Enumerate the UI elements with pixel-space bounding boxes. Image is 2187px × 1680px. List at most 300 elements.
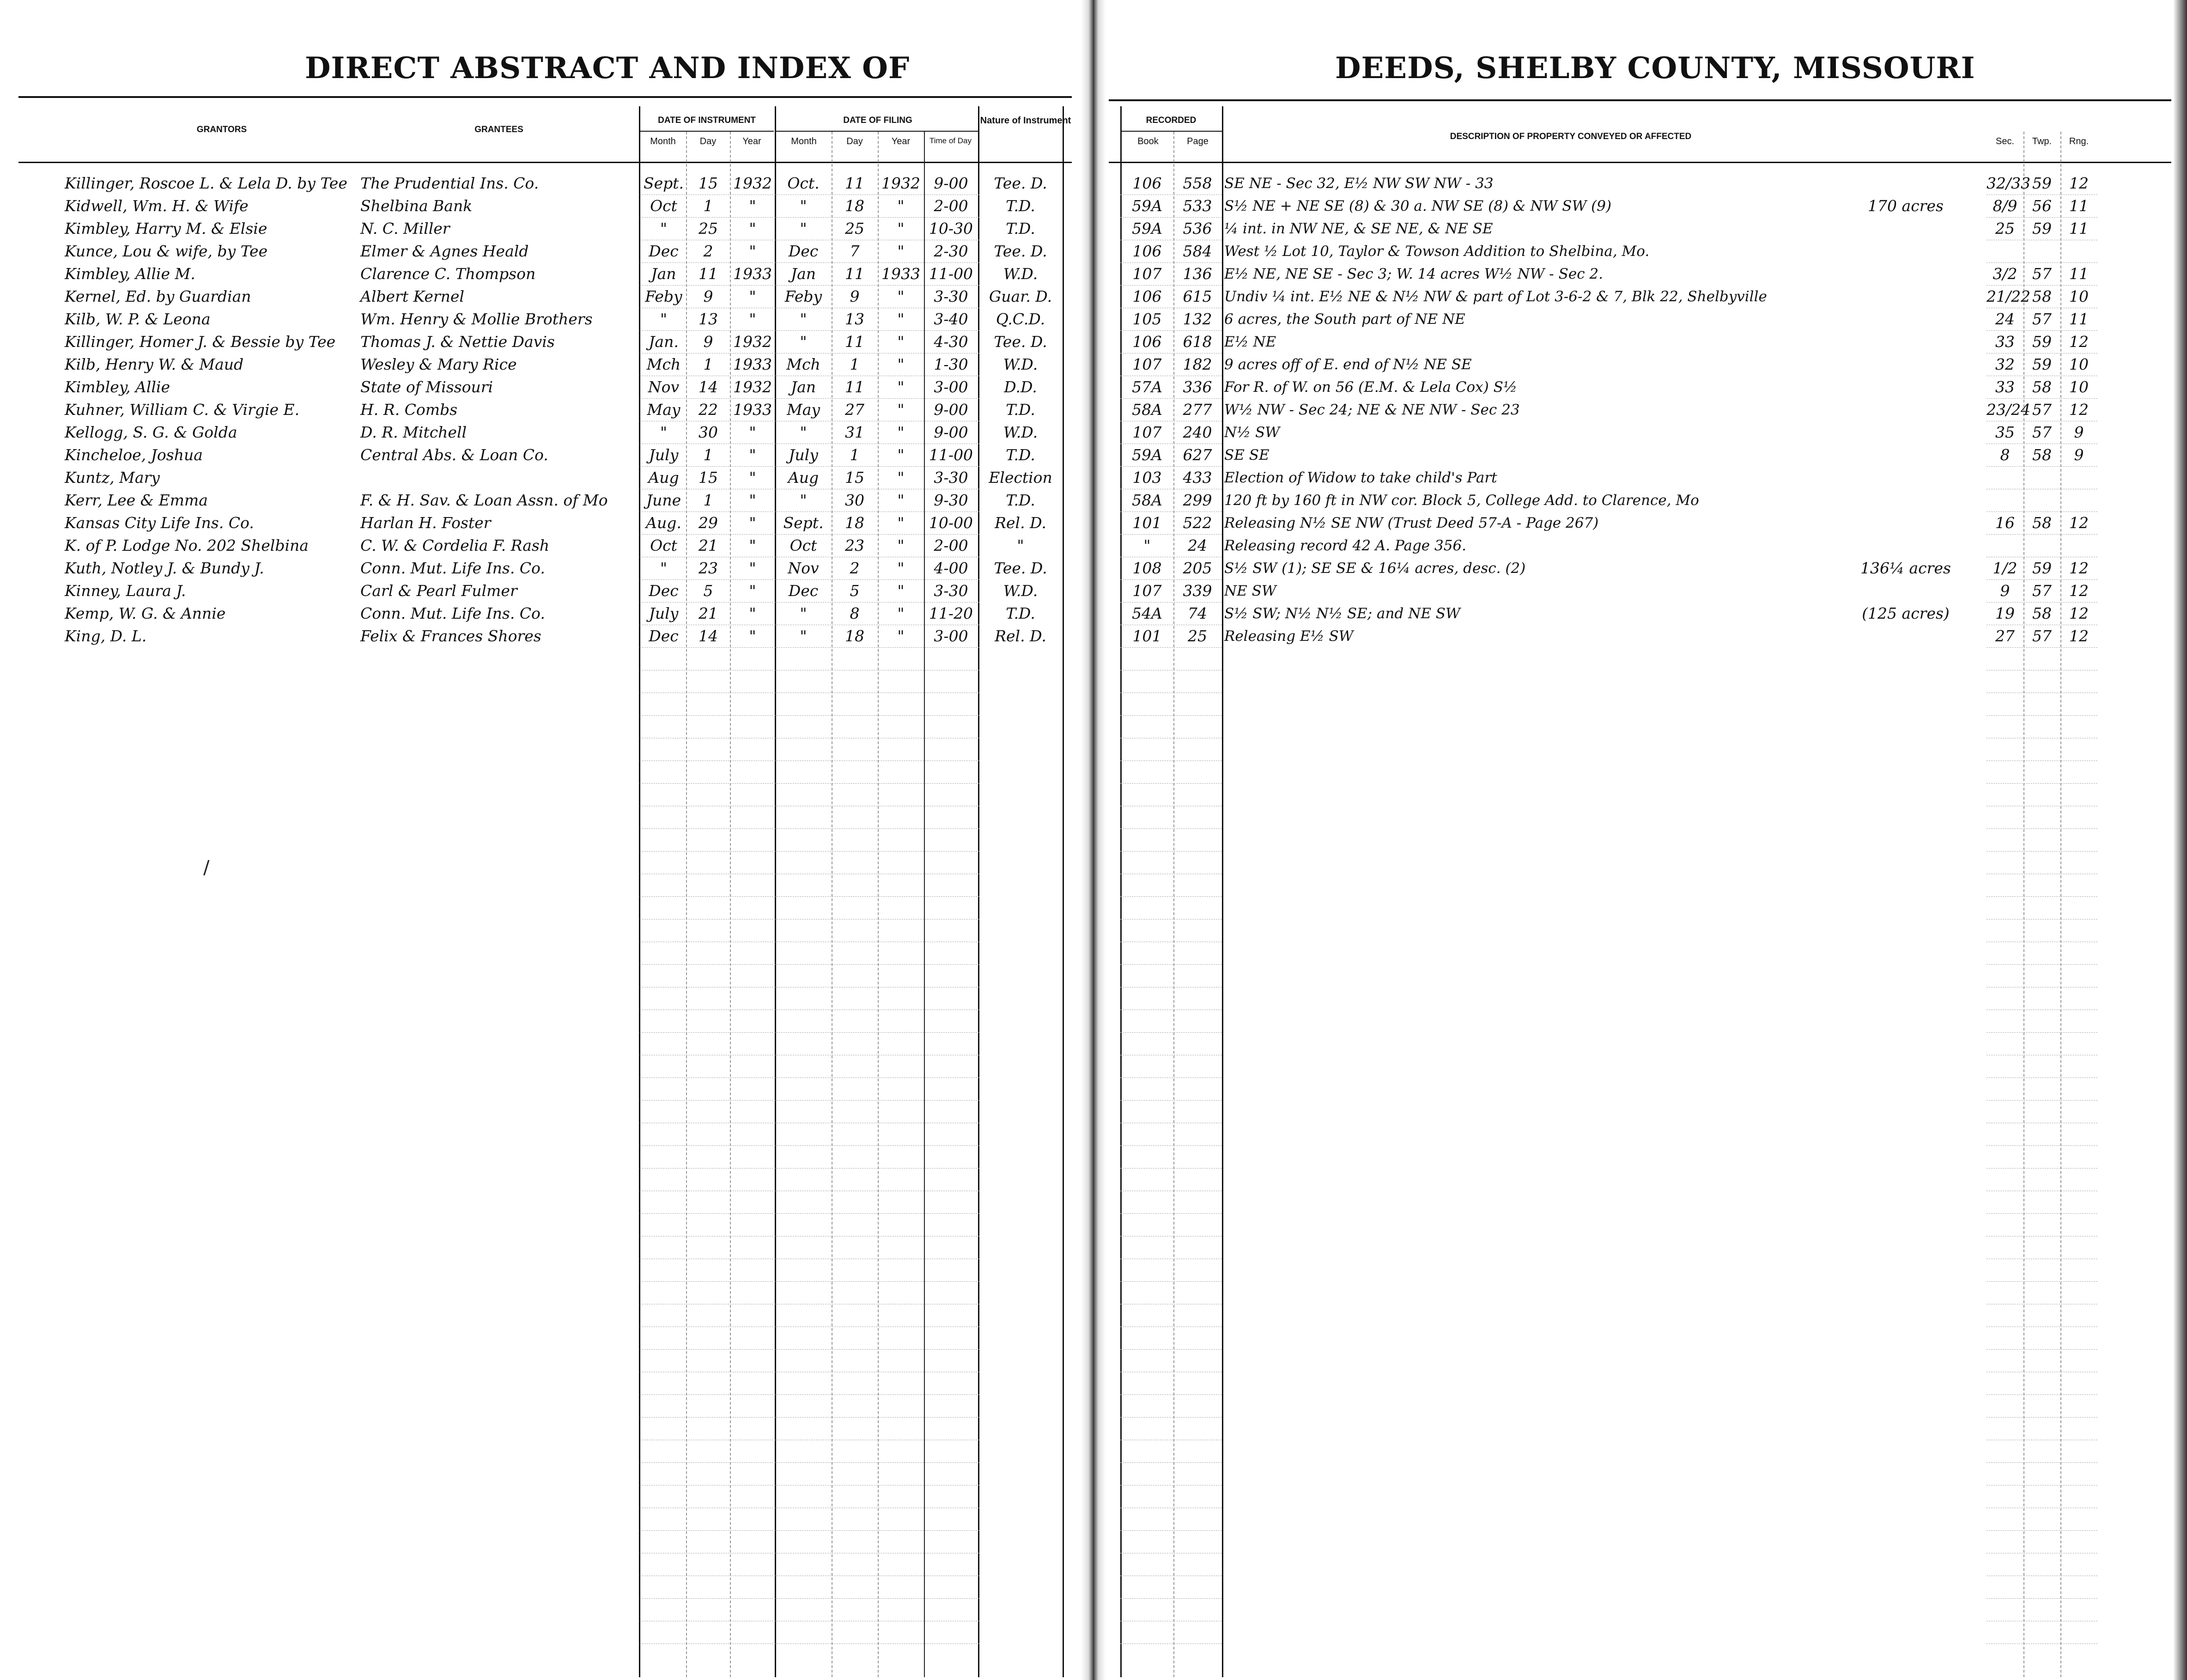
grantor-cell: Kemp, W. G. & Annie xyxy=(65,604,226,622)
instrument-day-cell: 23 xyxy=(699,559,718,577)
sec-cell xyxy=(1987,490,2023,511)
grantor-cell: Kernel, Ed. by Guardian xyxy=(65,287,251,305)
instrument-month-cell: June xyxy=(646,491,681,509)
description-cell: 120 ft by 160 ft in NW cor. Block 5, College Add. to Clarence, Mo xyxy=(1224,492,1699,509)
instrument-day-cell: 21 xyxy=(699,604,718,622)
ruled-guide-line xyxy=(1120,783,1222,784)
grantee-cell xyxy=(360,467,638,488)
ruled-guide-line xyxy=(1987,262,2097,263)
ledger-row xyxy=(0,444,2187,466)
description-cell: S½ SW; N½ N½ SE; and NE SW xyxy=(1224,605,1460,622)
sec-cell: 25 xyxy=(1995,219,2015,237)
ruled-guide-line xyxy=(1120,217,1222,218)
sec-cell xyxy=(1987,241,2023,262)
grantee-cell: Conn. Mut. Life Ins. Co. xyxy=(360,604,545,622)
description-cell: Undiv ¼ int. E½ NE & N½ NW & part of Lot 3-6-2 & 7, Blk 22, Shelbyville xyxy=(1224,288,1767,305)
time-cell: 9-00 xyxy=(934,174,968,192)
filing-year-cell: " xyxy=(897,627,905,645)
instrument-month-cell: Jan. xyxy=(649,333,679,351)
ruled-guide-line xyxy=(1987,964,2097,965)
ledger-row xyxy=(0,534,2187,556)
grantees-header: GRANTEES xyxy=(474,125,523,134)
ruled-guide-line xyxy=(1120,1643,1222,1644)
instrument-month-cell: Aug. xyxy=(646,514,681,532)
filing-year-cell: " xyxy=(897,559,905,577)
book-cell: 107 xyxy=(1132,265,1162,283)
instrument-year-cell: " xyxy=(749,536,756,554)
instrument-month-cell: Oct xyxy=(650,536,677,554)
instrument-year-cell: " xyxy=(749,627,756,645)
page-cell: 522 xyxy=(1183,514,1212,532)
ruled-guide-line xyxy=(640,1100,979,1101)
sec-cell: 32/33 xyxy=(1987,174,2031,192)
nature-cell: Q.C.D. xyxy=(996,310,1045,328)
time-cell: 11-00 xyxy=(929,265,973,283)
filing-day-cell: 11 xyxy=(845,174,864,192)
rng-cell: 9 xyxy=(2074,423,2084,441)
instrument-day-cell: 1 xyxy=(703,197,713,215)
filing-month-cell: Dec xyxy=(788,582,819,600)
grantor-cell: Kellogg, S. G. & Golda xyxy=(65,423,237,441)
filing-day-cell: 1 xyxy=(850,355,860,373)
ruled-guide-line xyxy=(1120,1213,1222,1214)
rng-cell: 12 xyxy=(2069,582,2089,600)
acres-cell xyxy=(1829,512,1982,534)
instrument-year-cell: " xyxy=(749,423,756,441)
ruled-guide-line xyxy=(1120,579,1222,580)
ruled-guide-line xyxy=(640,1530,979,1531)
ruled-guide-line xyxy=(1987,1145,2097,1146)
page-header: Page xyxy=(1187,136,1209,146)
rng-cell: 11 xyxy=(2069,310,2089,328)
ruled-guide-line xyxy=(1987,1213,2097,1214)
filing-month-cell: Jan xyxy=(790,265,816,283)
ruled-guide-line xyxy=(1120,1349,1222,1350)
date-of-filing-header: DATE OF FILING xyxy=(843,116,912,125)
ruled-guide-line xyxy=(640,1281,979,1282)
instrument-year-cell: 1933 xyxy=(733,401,772,419)
filing-year-cell: " xyxy=(897,582,905,600)
twp-cell xyxy=(2024,241,2059,262)
nature-cell: T.D. xyxy=(1006,491,1035,509)
ruled-guide-line xyxy=(1120,964,1222,965)
instrument-year-cell: " xyxy=(749,197,756,215)
ruled-guide-line xyxy=(1120,398,1222,399)
twp-cell: 57 xyxy=(2032,423,2052,441)
filing-year-cell: " xyxy=(897,355,905,373)
filing-month-cell: Oct. xyxy=(787,174,820,192)
page-cell: 558 xyxy=(1183,174,1212,192)
sec-cell: 35 xyxy=(1995,423,2015,441)
filing-month-cell: " xyxy=(800,310,807,328)
filing-day-cell: 11 xyxy=(845,333,864,351)
twp-cell: 58 xyxy=(2032,287,2052,305)
instrument-day-cell: 9 xyxy=(703,287,713,305)
book-header: Book xyxy=(1137,136,1159,146)
nature-cell: Election xyxy=(989,469,1052,487)
ruled-guide-line xyxy=(1987,466,2097,467)
instrument-month-header: Month xyxy=(650,136,676,146)
filing-year-cell: " xyxy=(897,604,905,622)
sec-cell: 33 xyxy=(1995,333,2015,351)
time-cell: 11-00 xyxy=(929,446,973,464)
nature-cell: W.D. xyxy=(1003,355,1038,373)
nature-header: Nature of Instrument xyxy=(980,116,1071,126)
acres-cell xyxy=(1829,422,1982,443)
book-cell: 103 xyxy=(1132,469,1162,487)
filing-day-cell: 7 xyxy=(850,242,860,260)
grantor-cell: Kerr, Lee & Emma xyxy=(65,491,208,509)
grantee-cell: Thomas J. & Nettie Davis xyxy=(360,333,555,351)
ruled-guide-line xyxy=(640,1598,979,1599)
acres-cell xyxy=(1829,241,1982,262)
ruled-guide-line xyxy=(1120,511,1222,512)
description-cell: 6 acres, the South part of NE NE xyxy=(1224,311,1465,328)
grantor-cell: Kuntz, Mary xyxy=(65,469,160,487)
instrument-day-header: Day xyxy=(699,136,717,146)
instrument-day-cell: 14 xyxy=(699,378,718,396)
acres-cell xyxy=(1829,173,1982,194)
grantee-cell: Harlan H. Foster xyxy=(360,514,491,532)
filing-day-cell: 11 xyxy=(845,378,864,396)
description-cell: E½ NE xyxy=(1224,334,1276,350)
description-cell: Releasing record 42 A. Page 356. xyxy=(1224,537,1467,554)
grantee-cell: Central Abs. & Loan Co. xyxy=(360,446,548,464)
acres-cell xyxy=(1829,218,1982,239)
grantor-cell: Kimbley, Harry M. & Elsie xyxy=(65,219,267,237)
instrument-year-cell: 1932 xyxy=(733,378,772,396)
filing-day-cell: 2 xyxy=(850,559,860,577)
twp-header: Twp. xyxy=(2032,136,2052,146)
acres-cell: 170 acres xyxy=(1868,197,1944,215)
ruled-guide-line xyxy=(1987,715,2097,716)
instrument-year-cell: " xyxy=(749,310,756,328)
page-cell: 433 xyxy=(1183,469,1212,487)
ruled-guide-line xyxy=(1120,1100,1222,1101)
nature-cell: Tee. D. xyxy=(994,242,1047,260)
instrument-month-cell: Feby xyxy=(645,287,682,305)
book-cell: 101 xyxy=(1132,514,1162,532)
instrument-year-cell: " xyxy=(749,469,756,487)
nature-cell: Tee. D. xyxy=(994,174,1047,192)
instrument-day-cell: 1 xyxy=(703,355,713,373)
ruled-guide-line xyxy=(1987,828,2097,829)
page-cell: 240 xyxy=(1183,423,1212,441)
ruled-guide-line xyxy=(1120,1281,1222,1282)
acres-cell xyxy=(1829,399,1982,420)
page-cell: 25 xyxy=(1188,627,1207,645)
sec-cell xyxy=(1987,535,2023,556)
ruled-guide-line xyxy=(640,285,979,286)
grantors-header: GRANTORS xyxy=(196,125,247,134)
instrument-year-cell: " xyxy=(749,604,756,622)
grantee-cell: Elmer & Agnes Heald xyxy=(360,242,529,260)
ruled-guide-line xyxy=(1120,1145,1222,1146)
instrument-month-cell: Jan xyxy=(651,265,676,283)
ruled-guide-line xyxy=(640,1349,979,1350)
filing-year-cell: " xyxy=(897,287,905,305)
sec-cell: 8 xyxy=(2000,446,2010,464)
sec-cell: 16 xyxy=(1995,514,2015,532)
nature-cell: T.D. xyxy=(1006,197,1035,215)
ruled-guide-line xyxy=(640,1462,979,1463)
filing-year-cell: 1932 xyxy=(881,174,920,192)
instrument-day-cell: 15 xyxy=(699,174,718,192)
instrument-month-cell: " xyxy=(660,423,668,441)
description-cell: For R. of W. on 56 (E.M. & Lela Cox) S½ xyxy=(1224,379,1517,396)
nature-cell: Guar. D. xyxy=(989,287,1052,305)
ruled-guide-line xyxy=(640,647,979,648)
grantor-cell: Killinger, Roscoe L. & Lela D. by Tee xyxy=(65,174,347,192)
instrument-year-cell: " xyxy=(749,582,756,600)
sec-cell: 8/9 xyxy=(1993,197,2017,215)
time-cell: 1-30 xyxy=(934,355,968,373)
grantee-cell: Albert Kernel xyxy=(360,287,464,305)
time-cell: 9-30 xyxy=(934,491,968,509)
book-cell: 57A xyxy=(1132,378,1162,396)
time-cell: 3-30 xyxy=(934,582,968,600)
ruled-guide-line xyxy=(640,1168,979,1169)
page-cell: 627 xyxy=(1183,446,1212,464)
ruled-guide-line xyxy=(640,217,979,218)
grantee-cell: Shelbina Bank xyxy=(360,197,473,215)
grantor-cell: Kimbley, Allie M. xyxy=(65,265,195,283)
ledger-row xyxy=(0,421,2187,443)
book-cell: 101 xyxy=(1132,627,1162,645)
time-cell: 10-00 xyxy=(929,514,973,532)
ledger-row xyxy=(0,557,2187,579)
time-cell: 4-30 xyxy=(934,333,968,351)
filing-day-cell: 23 xyxy=(845,536,864,554)
ruled-guide-line xyxy=(1987,1530,2097,1531)
instrument-month-cell: Dec xyxy=(649,627,679,645)
instrument-year-header: Year xyxy=(742,136,761,146)
ruled-guide-line xyxy=(1987,511,2097,512)
instrument-month-cell: Aug xyxy=(648,469,679,487)
page-cell: 182 xyxy=(1183,355,1212,373)
ledger-row xyxy=(0,353,2187,375)
instrument-day-cell: 2 xyxy=(703,242,713,260)
ledger-row xyxy=(0,625,2187,647)
twp-cell: 58 xyxy=(2032,514,2052,532)
nature-cell: Rel. D. xyxy=(995,627,1046,645)
grantee-cell: N. C. Miller xyxy=(360,219,450,237)
rng-cell xyxy=(2061,467,2096,488)
instrument-day-cell: 13 xyxy=(699,310,718,328)
ruled-guide-line xyxy=(1120,1394,1222,1395)
sec-cell: 23/24 xyxy=(1987,401,2031,419)
page-cell: 533 xyxy=(1183,197,1212,215)
filing-month-cell: Dec xyxy=(788,242,819,260)
grantee-cell: C. W. & Cordelia F. Rash xyxy=(360,536,550,554)
ledger-row xyxy=(0,398,2187,420)
time-cell: 3-00 xyxy=(934,627,968,645)
ruled-guide-line xyxy=(1120,647,1222,648)
filing-day-cell: 5 xyxy=(850,582,860,600)
filing-month-cell: Oct xyxy=(790,536,817,554)
ruled-guide-line xyxy=(640,783,979,784)
grantee-cell: D. R. Mitchell xyxy=(360,423,467,441)
acres-cell xyxy=(1829,535,1982,556)
time-cell: 2-00 xyxy=(934,197,968,215)
acres-cell xyxy=(1829,377,1982,398)
book-cell: 106 xyxy=(1132,333,1162,351)
rng-cell: 12 xyxy=(2069,559,2089,577)
filing-day-cell: 27 xyxy=(845,401,864,419)
ruled-guide-line xyxy=(1987,1598,2097,1599)
instrument-year-cell: 1932 xyxy=(733,174,772,192)
ruled-guide-line xyxy=(1120,715,1222,716)
ruled-guide-line xyxy=(640,466,979,467)
ledger-row xyxy=(0,466,2187,488)
grantor-cell: King, D. L. xyxy=(65,627,147,645)
acres-cell xyxy=(1829,354,1982,375)
page-cell: 132 xyxy=(1183,310,1212,328)
book-cell: 106 xyxy=(1132,242,1162,260)
ruled-guide-line xyxy=(1987,1462,2097,1463)
filing-month-cell: July xyxy=(789,446,818,464)
description-cell: S½ SW (1); SE SE & 16¼ acres, desc. (2) xyxy=(1224,560,1526,577)
instrument-year-cell: " xyxy=(749,242,756,260)
acres-cell xyxy=(1829,309,1982,330)
page-cell: 24 xyxy=(1188,536,1207,554)
sec-cell: 33 xyxy=(1995,378,2015,396)
ruled-guide-line xyxy=(1120,1598,1222,1599)
twp-cell: 59 xyxy=(2032,355,2052,373)
description-cell: S½ NE + NE SE (8) & 30 a. NW SE (8) & NW SW (9) xyxy=(1224,198,1612,214)
page-cell: 205 xyxy=(1183,559,1212,577)
ruled-guide-line xyxy=(1987,579,2097,580)
ruled-guide-line xyxy=(1987,398,2097,399)
filing-month-cell: Sept. xyxy=(783,514,824,532)
filing-year-cell: " xyxy=(897,310,905,328)
ledger-row xyxy=(0,262,2187,285)
rng-cell: 11 xyxy=(2069,197,2089,215)
sec-cell xyxy=(1987,467,2023,488)
filing-month-cell: Mch xyxy=(786,355,820,373)
ledger-row xyxy=(0,217,2187,239)
filing-month-cell: " xyxy=(800,333,807,351)
grantor-cell: Kidwell, Wm. H. & Wife xyxy=(65,197,249,215)
ledger-row xyxy=(0,240,2187,262)
twp-cell: 59 xyxy=(2032,219,2052,237)
ruled-guide-line xyxy=(1120,534,1222,535)
ruled-guide-line xyxy=(640,1032,979,1033)
time-cell: 9-00 xyxy=(934,401,968,419)
ruled-guide-line xyxy=(1987,896,2097,897)
page-cell: 136 xyxy=(1183,265,1212,283)
filing-day-cell: 18 xyxy=(845,514,864,532)
filing-day-cell: 30 xyxy=(845,491,864,509)
nature-cell: W.D. xyxy=(1003,582,1038,600)
header-bottom-rule-left xyxy=(18,162,1072,163)
grantor-cell: Kincheloe, Joshua xyxy=(65,446,203,464)
acres-cell xyxy=(1829,467,1982,488)
time-cell: 3-00 xyxy=(934,378,968,396)
ruled-guide-line xyxy=(1987,1100,2097,1101)
sec-cell: 21/22 xyxy=(1987,287,2031,305)
sec-header: Sec. xyxy=(1995,136,2015,146)
grantor-cell: Kunce, Lou & wife, by Tee xyxy=(65,242,268,260)
grantor-cell: Kimbley, Allie xyxy=(65,378,170,396)
twp-cell xyxy=(2024,467,2059,488)
book-cell: 106 xyxy=(1132,174,1162,192)
ruled-guide-line xyxy=(1987,1417,2097,1418)
ruled-guide-line xyxy=(640,602,979,603)
ruled-guide-line xyxy=(1120,1168,1222,1169)
ruled-guide-line xyxy=(1987,851,2097,852)
ruled-guide-line xyxy=(1987,1032,2097,1033)
ruled-guide-line xyxy=(1120,851,1222,852)
filing-year-cell: " xyxy=(897,197,905,215)
time-cell: 4-00 xyxy=(934,559,968,577)
twp-cell: 56 xyxy=(2032,197,2052,215)
sec-cell: 27 xyxy=(1995,627,2015,645)
instrument-day-cell: 1 xyxy=(703,446,713,464)
filing-day-cell: 9 xyxy=(850,287,860,305)
filing-year-cell: " xyxy=(897,378,905,396)
rng-cell: 12 xyxy=(2069,627,2089,645)
twp-cell: 58 xyxy=(2032,446,2052,464)
page-cell: 339 xyxy=(1183,582,1212,600)
ruled-guide-line xyxy=(1120,602,1222,603)
filing-year-cell: " xyxy=(897,446,905,464)
rng-cell: 10 xyxy=(2069,355,2089,373)
grantor-cell: Kansas City Life Ins. Co. xyxy=(65,514,254,532)
description-cell: N½ SW xyxy=(1224,424,1280,441)
sec-cell: 19 xyxy=(1995,604,2015,622)
nature-cell: T.D. xyxy=(1006,219,1035,237)
instrument-month-cell: Mch xyxy=(646,355,681,373)
page-cell: 277 xyxy=(1183,401,1212,419)
ruled-guide-line xyxy=(1987,1394,2097,1395)
page-title-right: DEEDS, SHELBY COUNTY, MISSOURI xyxy=(1335,51,1975,85)
twp-cell: 57 xyxy=(2032,310,2052,328)
ruled-guide-line xyxy=(1120,896,1222,897)
instrument-year-cell: " xyxy=(749,514,756,532)
filing-month-cell: Nov xyxy=(788,559,819,577)
twp-cell: 59 xyxy=(2032,559,2052,577)
ruled-guide-line xyxy=(1987,602,2097,603)
twp-cell: 59 xyxy=(2032,174,2052,192)
time-cell: 3-30 xyxy=(934,287,968,305)
rng-cell: 10 xyxy=(2069,378,2089,396)
header-top-rule-left xyxy=(18,96,1072,98)
ruled-guide-line xyxy=(640,1077,979,1078)
description-cell: NE SW xyxy=(1224,583,1276,599)
ruled-guide-line xyxy=(640,828,979,829)
ruled-guide-line xyxy=(640,330,979,331)
filing-year-cell: " xyxy=(897,333,905,351)
filing-year-cell: " xyxy=(897,219,905,237)
instrument-day-cell: 22 xyxy=(699,401,718,419)
ledger-row xyxy=(0,172,2187,194)
page-cell: 299 xyxy=(1183,491,1212,509)
filing-year-cell: " xyxy=(897,514,905,532)
grantor-cell: K. of P. Lodge No. 202 Shelbina xyxy=(65,536,309,554)
nature-cell: Tee. D. xyxy=(994,559,1047,577)
instrument-month-cell: Sept. xyxy=(643,174,684,192)
ledger-row xyxy=(0,308,2187,330)
ruled-guide-line xyxy=(1987,1077,2097,1078)
grantee-cell: State of Missouri xyxy=(360,378,493,396)
ledger-row xyxy=(0,511,2187,534)
date-of-instrument-header: DATE OF INSTRUMENT xyxy=(658,116,756,125)
instrument-month-cell: July xyxy=(649,604,679,622)
page-title-left: DIRECT ABSTRACT AND INDEX OF xyxy=(305,51,910,85)
rng-cell: 9 xyxy=(2074,446,2084,464)
acres-cell xyxy=(1829,444,1982,466)
